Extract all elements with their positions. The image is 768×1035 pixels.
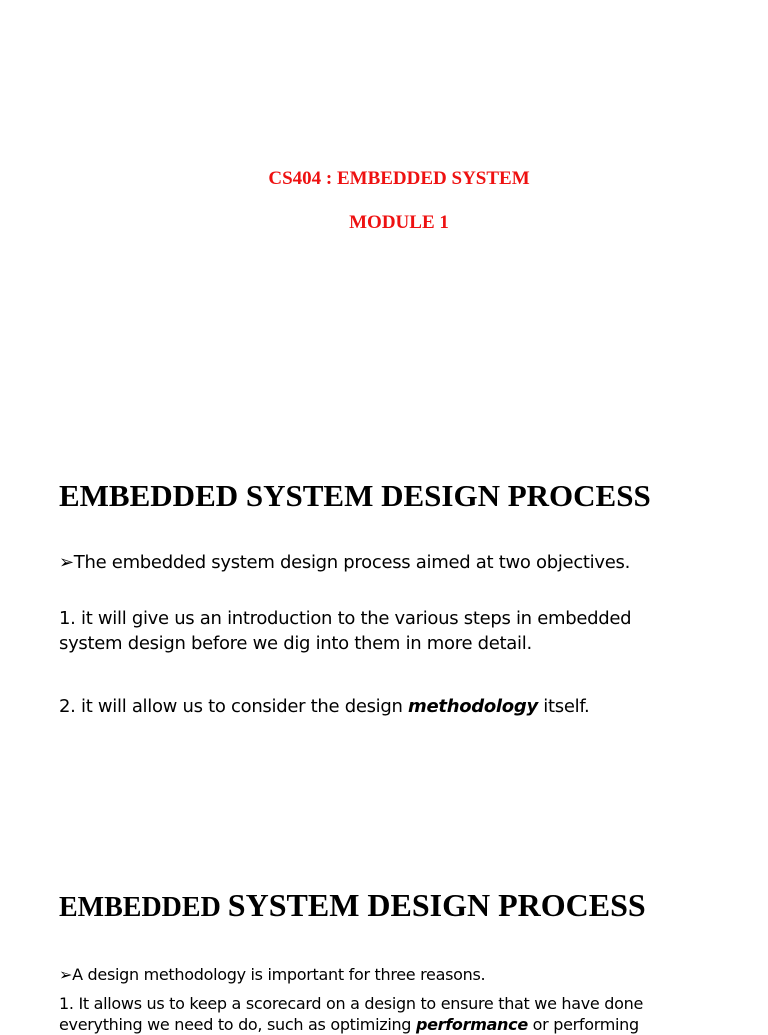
bullet-item (59, 550, 630, 575)
point-text: everything we need to do, such as optimizing (59, 1015, 416, 1034)
point-line: 1. It allows us to keep a scorecard on a design to ensure that we have done (59, 994, 643, 1013)
numbered-point-1 (59, 606, 631, 656)
heading-part: EMBEDDED (59, 892, 228, 923)
emphasized-term: methodology (408, 696, 538, 717)
bullet-text: A design methodology is important for three reasons. (72, 965, 486, 984)
point-line: 1. it will give us an introduction to the various steps in embedded (59, 608, 632, 629)
course-title: CS404 : EMBEDDED SYSTEM (268, 168, 530, 189)
section-heading: EMBEDDED SYSTEM DESIGN PROCESS (59, 478, 651, 513)
emphasized-term: performance (415, 1015, 528, 1034)
numbered-point-2 (59, 694, 589, 719)
module-title: MODULE 1 (349, 212, 449, 233)
point-line: system design before we dig into them in more detail. (59, 633, 532, 654)
heading-part: SYSTEM DESIGN PROCESS (227, 887, 646, 923)
point-text: or performing (527, 1015, 639, 1034)
numbered-point-1 (59, 993, 643, 1035)
arrow-bullet-icon: ➢ (59, 552, 74, 573)
bullet-text: The embedded system design process aimed at two objectives. (73, 552, 631, 573)
point-text: itself. (537, 696, 590, 717)
arrow-bullet-icon: ➢ (59, 965, 73, 984)
bullet-item (59, 964, 485, 985)
point-text: 2. it will allow us to consider the design (59, 696, 409, 717)
section-heading (59, 887, 646, 924)
